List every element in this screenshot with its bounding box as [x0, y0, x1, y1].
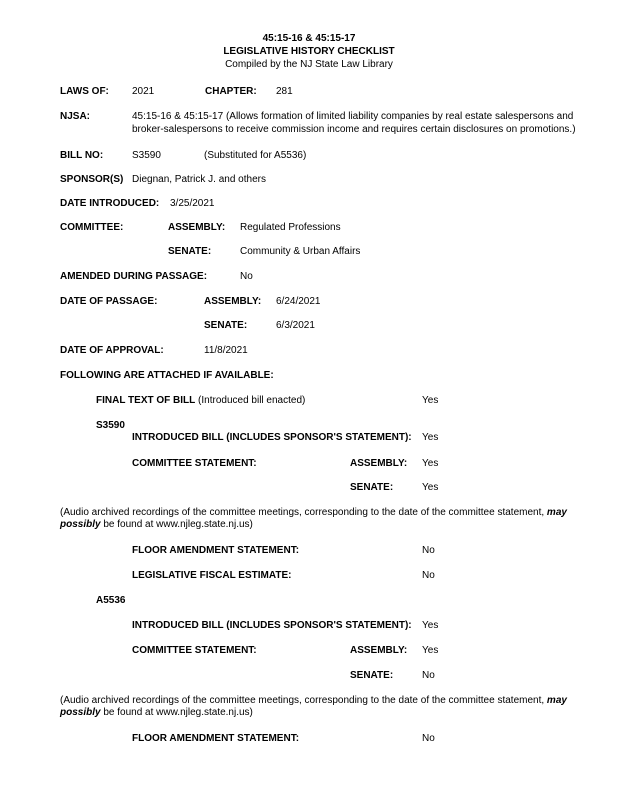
a5536-floor-value: No: [422, 733, 435, 744]
a5536-assembly-label: ASSEMBLY:: [350, 645, 408, 656]
s3590-introduced-label: INTRODUCED BILL (INCLUDES SPONSOR'S STATEMENT):: [132, 432, 412, 443]
approval-value: 11/8/2021: [204, 345, 248, 356]
passage-senate-value: 6/3/2021: [276, 320, 315, 331]
s3590-assembly-label: ASSEMBLY:: [350, 458, 408, 469]
s3590-floor-label: FLOOR AMENDMENT STATEMENT:: [132, 545, 300, 556]
a5536-introduced-label: INTRODUCED BILL (INCLUDES SPONSOR'S STATEMENT):: [132, 620, 412, 631]
chapter-value: 281: [276, 86, 293, 97]
passage-label: DATE OF PASSAGE:: [60, 296, 158, 307]
compiled-by: Compiled by the NJ State Law Library: [225, 59, 393, 70]
a5536-introduced-value: Yes: [422, 620, 439, 631]
final-text-label: FINAL TEXT OF BILL: [96, 395, 196, 406]
njsa-line-1: 45:15-16 & 45:15-17 (Allows formation of limited liability companies by real estate salespersons and: [132, 111, 574, 122]
bill-substitution-note: (Substituted for A5536): [204, 150, 307, 161]
chapter-label: CHAPTER:: [205, 86, 257, 97]
bill-no-label: BILL NO:: [60, 150, 104, 161]
document-subtitle: LEGISLATIVE HISTORY CHECKLIST: [223, 46, 395, 57]
s3590-introduced-value: Yes: [422, 432, 439, 443]
s3590-floor-value: No: [422, 545, 435, 556]
a5536-heading: A5536: [96, 595, 126, 606]
committee-label: COMMITTEE:: [60, 222, 124, 233]
approval-label: DATE OF APPROVAL:: [60, 345, 164, 356]
date-introduced-label: DATE INTRODUCED:: [60, 198, 160, 209]
a5536-audio-note: (Audio archived recordings of the committee meetings, corresponding to the date of the committee statement, may possibly be found at www.njleg.state.nj.us): [60, 695, 567, 718]
final-text-note: (Introduced bill enacted): [198, 395, 306, 406]
laws-of-value: 2021: [132, 86, 155, 97]
a5536-committee-label: COMMITTEE STATEMENT:: [132, 645, 257, 656]
amended-value: No: [240, 271, 253, 282]
a5536-senate-label: SENATE:: [350, 670, 394, 681]
s3590-senate-value: Yes: [422, 482, 439, 493]
s3590-fiscal-label: LEGISLATIVE FISCAL ESTIMATE:: [132, 570, 292, 581]
committee-assembly-label: ASSEMBLY:: [168, 222, 226, 233]
passage-assembly-label: ASSEMBLY:: [204, 296, 262, 307]
passage-senate-label: SENATE:: [204, 320, 248, 331]
sponsors-value: Diegnan, Patrick J. and others: [132, 174, 266, 185]
amended-label: AMENDED DURING PASSAGE:: [60, 271, 208, 282]
committee-assembly-value: Regulated Professions: [240, 222, 341, 233]
document-title: 45:15-16 & 45:15-17: [262, 33, 356, 44]
s3590-heading: S3590: [96, 420, 125, 431]
bill-no-value: S3590: [132, 150, 161, 161]
s3590-fiscal-value: No: [422, 570, 435, 581]
s3590-committee-label: COMMITTEE STATEMENT:: [132, 458, 257, 469]
passage-assembly-value: 6/24/2021: [276, 296, 321, 307]
s3590-assembly-value: Yes: [422, 458, 439, 469]
final-text-value: Yes: [422, 395, 439, 406]
date-introduced-value: 3/25/2021: [170, 198, 215, 209]
attached-heading: FOLLOWING ARE ATTACHED IF AVAILABLE:: [60, 370, 274, 381]
a5536-senate-value: No: [422, 670, 435, 681]
s3590-audio-note: (Audio archived recordings of the committee meetings, corresponding to the date of the committee statement, may possibly be found at www.njleg.state.nj.us): [60, 507, 567, 530]
laws-of-label: LAWS OF:: [60, 86, 109, 97]
a5536-floor-label: FLOOR AMENDMENT STATEMENT:: [132, 733, 300, 744]
committee-senate-label: SENATE:: [168, 246, 212, 257]
committee-senate-value: Community & Urban Affairs: [240, 246, 361, 257]
s3590-senate-label: SENATE:: [350, 482, 394, 493]
njsa-line-2: broker-salespersons to receive commission income and requires certain disclosures on promotions.): [132, 124, 576, 135]
final-text-row: [96, 395, 305, 407]
njsa-label: NJSA:: [60, 111, 91, 122]
a5536-assembly-value: Yes: [422, 645, 439, 656]
sponsors-label: SPONSOR(S): [60, 174, 124, 185]
